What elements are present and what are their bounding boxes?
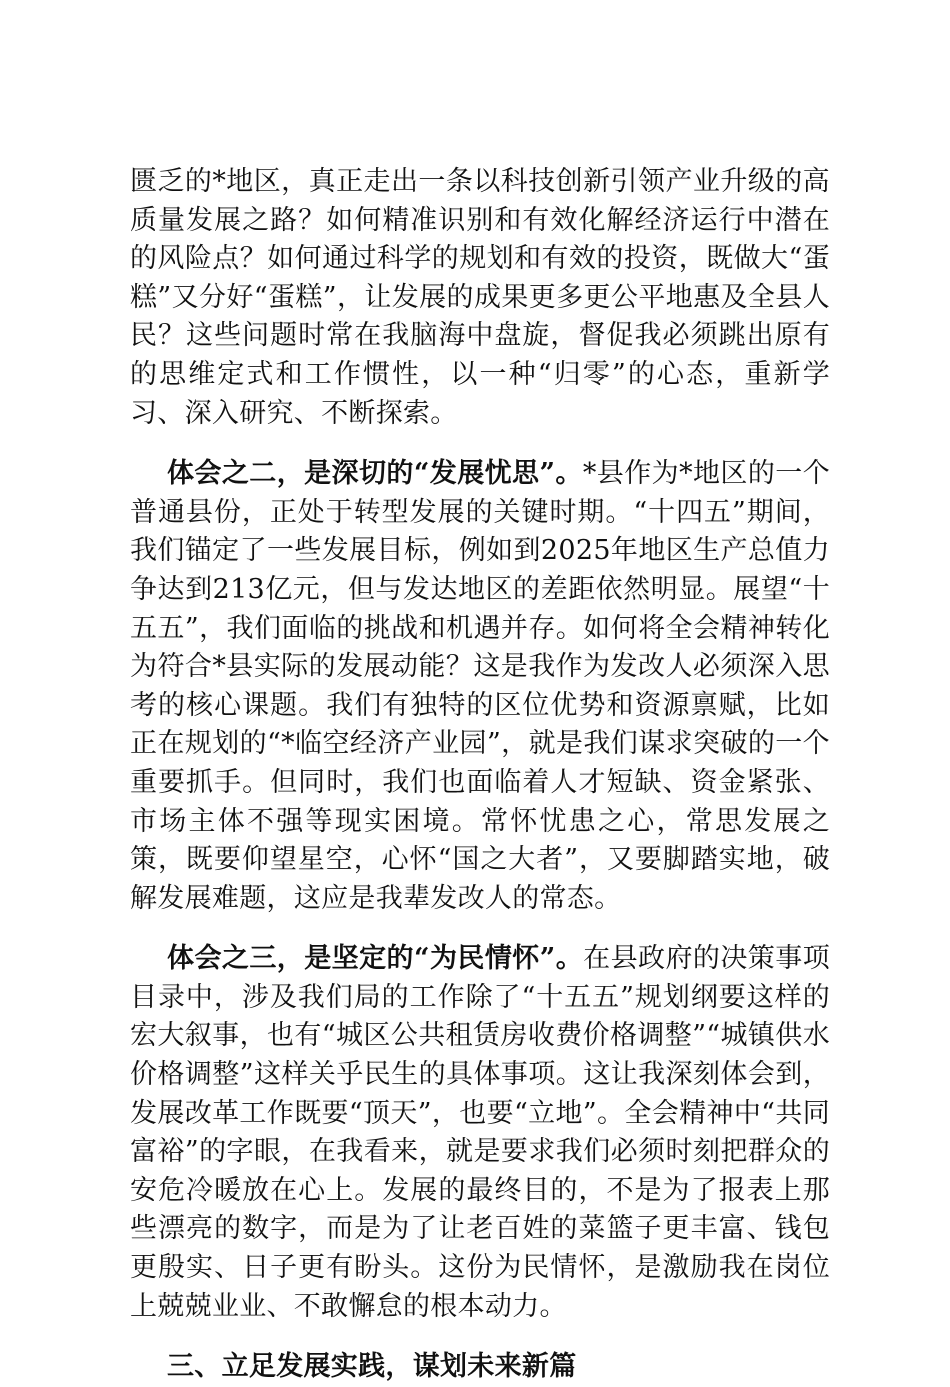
paragraph-gap: [130, 1326, 830, 1348]
document-body: [130, 163, 830, 1387]
paragraph-lead: 体会之二，是深切的“发展忧思”。: [167, 458, 583, 490]
paragraph-insight-two: [130, 455, 830, 918]
section-heading: 三、立足发展实践，谋划未来新篇: [167, 1351, 577, 1383]
paragraph-text: 在县政府的决策事项目录中，涉及我们局的工作除了“十五五”规划纲要这样的宏大叙事，也有“城区公共租赁房收费价格调整”“城镇供水价格调整”这样关乎民生的具体事项。这让我深刻体会到，发展改革工作既要“顶天”，也要“立地”。全会精神中“共同富裕”的字眼，在我看来，就是要求我们必须时刻把群众的安危冷暖放在心上。发展的最终目的，不是为了报表上那些漂亮的数字，而是为了让老百姓的菜篮子更丰富、钱包更殷实、日子更有盼头。这份为民情怀，是激励我在岗位上兢兢业业、不敢懈怠的根本动力。: [130, 943, 830, 1322]
paragraph-insight-three: [130, 940, 830, 1326]
paragraph-gap: [130, 918, 830, 940]
paragraph-lead: 体会之三，是坚定的“为民情怀”。: [167, 943, 584, 975]
paragraph-text: 匮乏的*地区，真正走出一条以科技创新引领产业升级的高质量发展之路？如何精准识别和有效化解经济运行中潜在的风险点？如何通过科学的规划和有效的投资，既做大“蛋糕”又分好“蛋糕”，让发展的成果更多更公平地惠及全县人民？这些问题时常在我脑海中盘旋，督促我必须跳出原有的思维定式和工作惯性，以一种“归零”的心态，重新学习、深入研究、不断探索。: [130, 166, 830, 429]
paragraph-continuation: [130, 163, 830, 433]
paragraph-text: *县作为*地区的一个普通县份，正处于转型发展的关键时期。“十四五”期间，我们锚定了一些发展目标，例如到2025年地区生产总值力争达到213亿元，但与发达地区的差距依然明显。展望“十五五”，我们面临的挑战和机遇并存。如何将全会精神转化为符合*县实际的发展动能？这是我作为发改人必须深入思考的核心课题。我们有独特的区位优势和资源禀赋，比如正在规划的“*临空经济产业园”，就是我们谋求突破的一个重要抓手。但同时，我们也面临着人才短缺、资金紧张、市场主体不强等现实困境。常怀忧患之心，常思发展之策，既要仰望星空，心怀“国之大者”，又要脚踏实地，破解发展难题，这应是我辈发改人的常态。: [130, 458, 830, 914]
paragraph-gap: [130, 433, 830, 455]
